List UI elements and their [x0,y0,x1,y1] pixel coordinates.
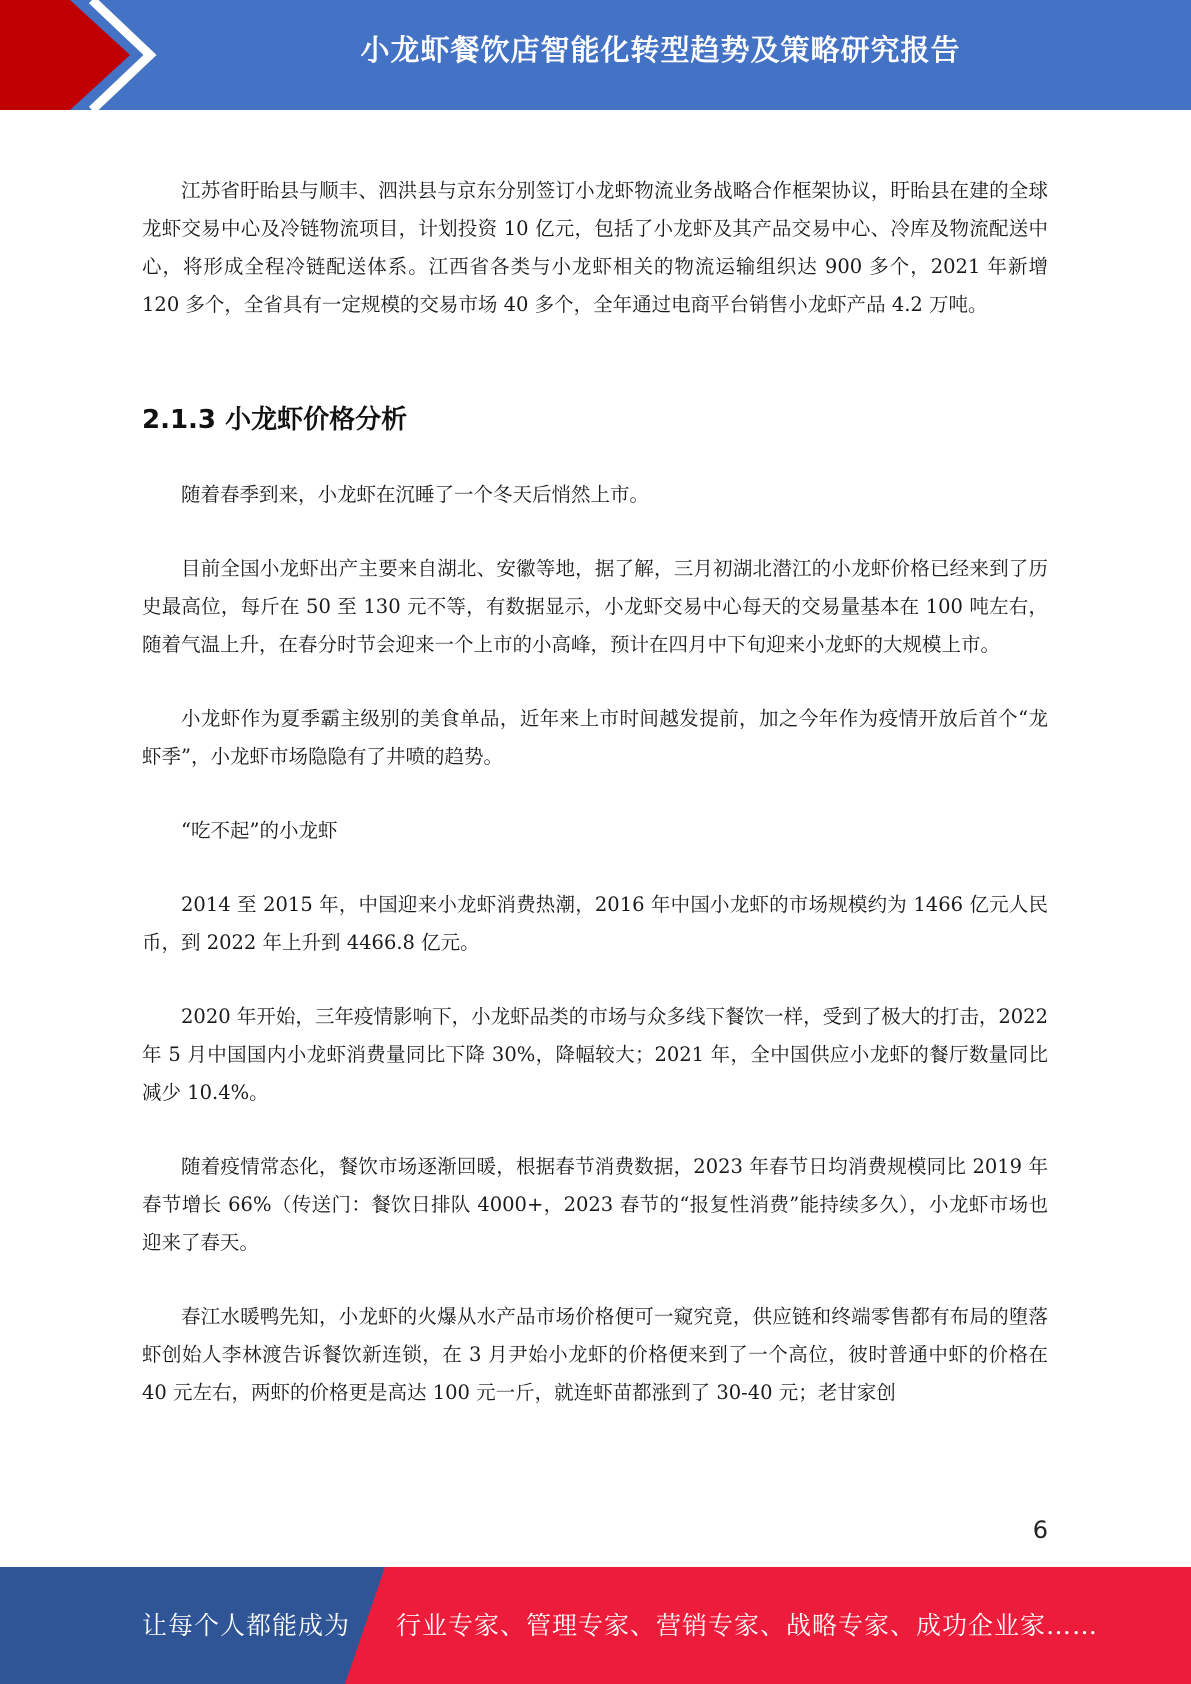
body-paragraph: 春江水暖鸭先知，小龙虾的火爆从水产品市场价格便可一窥究竟，供应链和终端零售都有布局的堕落虾创始人李林渡告诉餐饮新连锁，在 3 月尹始小龙虾的价格便来到了一个高位，彼时普通中虾的价格在 40 元左右，两虾的价格更是高达 100 元一斤，就连虾苗都涨到了 30-40 元；老甘家创 [142,1305,1048,1404]
page-footer [0,1567,1191,1684]
page-header [0,0,1191,110]
subheading-paragraph: “吃不起”的小龙虾 [181,819,338,842]
body-paragraph: 随着疫情常态化，餐饮市场逐渐回暖，根据春节消费数据，2023 年春节日均消费规模同比 2019 年春节增长 66%（传送门：餐饮日排队 4000+，2023 春节的“报复性消费”能持续多久），小龙虾市场也迎来了春天。 [142,1155,1048,1254]
body-paragraph: 随着春季到来，小龙虾在沉睡了一个冬天后悄然上市。 [181,483,650,506]
document-body [142,172,1048,1412]
body-paragraph: 小龙虾作为夏季霸主级别的美食单品，近年来上市时间越发提前，加之今年作为疫情开放后首个“龙虾季”，小龙虾市场隐隐有了井喷的趋势。 [142,707,1048,768]
body-paragraph: 2020 年开始，三年疫情影响下，小龙虾品类的市场与众多线下餐饮一样，受到了极大的打击，2022 年 5 月中国国内小龙虾消费量同比下降 30%，降幅较大；2021 年，全中国供应小龙虾的餐厅数量同比减少 10.4%。 [142,1005,1048,1104]
section-heading: 2.1.3 小龙虾价格分析 [142,405,408,435]
intro-paragraph: 江苏省盱眙县与顺丰、泗洪县与京东分别签订小龙虾物流业务战略合作框架协议，盱眙县在建的全球龙虾交易中心及冷链物流项目，计划投资 10 亿元，包括了小龙虾及其产品交易中心、冷库及物流配送中心，将形成全程冷链配送体系。江西省各类与小龙虾相关的物流运输组织达 900 多个，2021 年新增 120 多个，全省具有一定规模的交易市场 40 多个，全年通过电商平台销售小龙虾产品 4.2 万吨。 [142,179,1048,316]
body-paragraph: 目前全国小龙虾出产主要来自湖北、安徽等地，据了解，三月初湖北潜江的小龙虾价格已经来到了历史最高位，每斤在 50 至 130 元不等，有数据显示，小龙虾交易中心每天的交易量基本在 100 吨左右，随着气温上升，在春分时节会迎来一个上市的小高峰，预计在四月中下旬迎来小龙虾的大规模上市。 [142,557,1048,656]
header-arrow-decoration [0,0,160,110]
body-paragraph: 2014 至 2015 年，中国迎来小龙虾消费热潮，2016 年中国小龙虾的市场规模约为 1466 亿元人民币，到 2022 年上升到 4466.8 亿元。 [142,893,1048,954]
footer-slogan-left: 让每个人都能成为 [142,1611,351,1640]
page-number: 6 [1032,1516,1048,1544]
footer-slogan-right: 行业专家、管理专家、营销专家、战略专家、成功企业家…… [396,1611,1099,1640]
report-title: 小龙虾餐饮店智能化转型趋势及策略研究报告 [360,33,961,67]
